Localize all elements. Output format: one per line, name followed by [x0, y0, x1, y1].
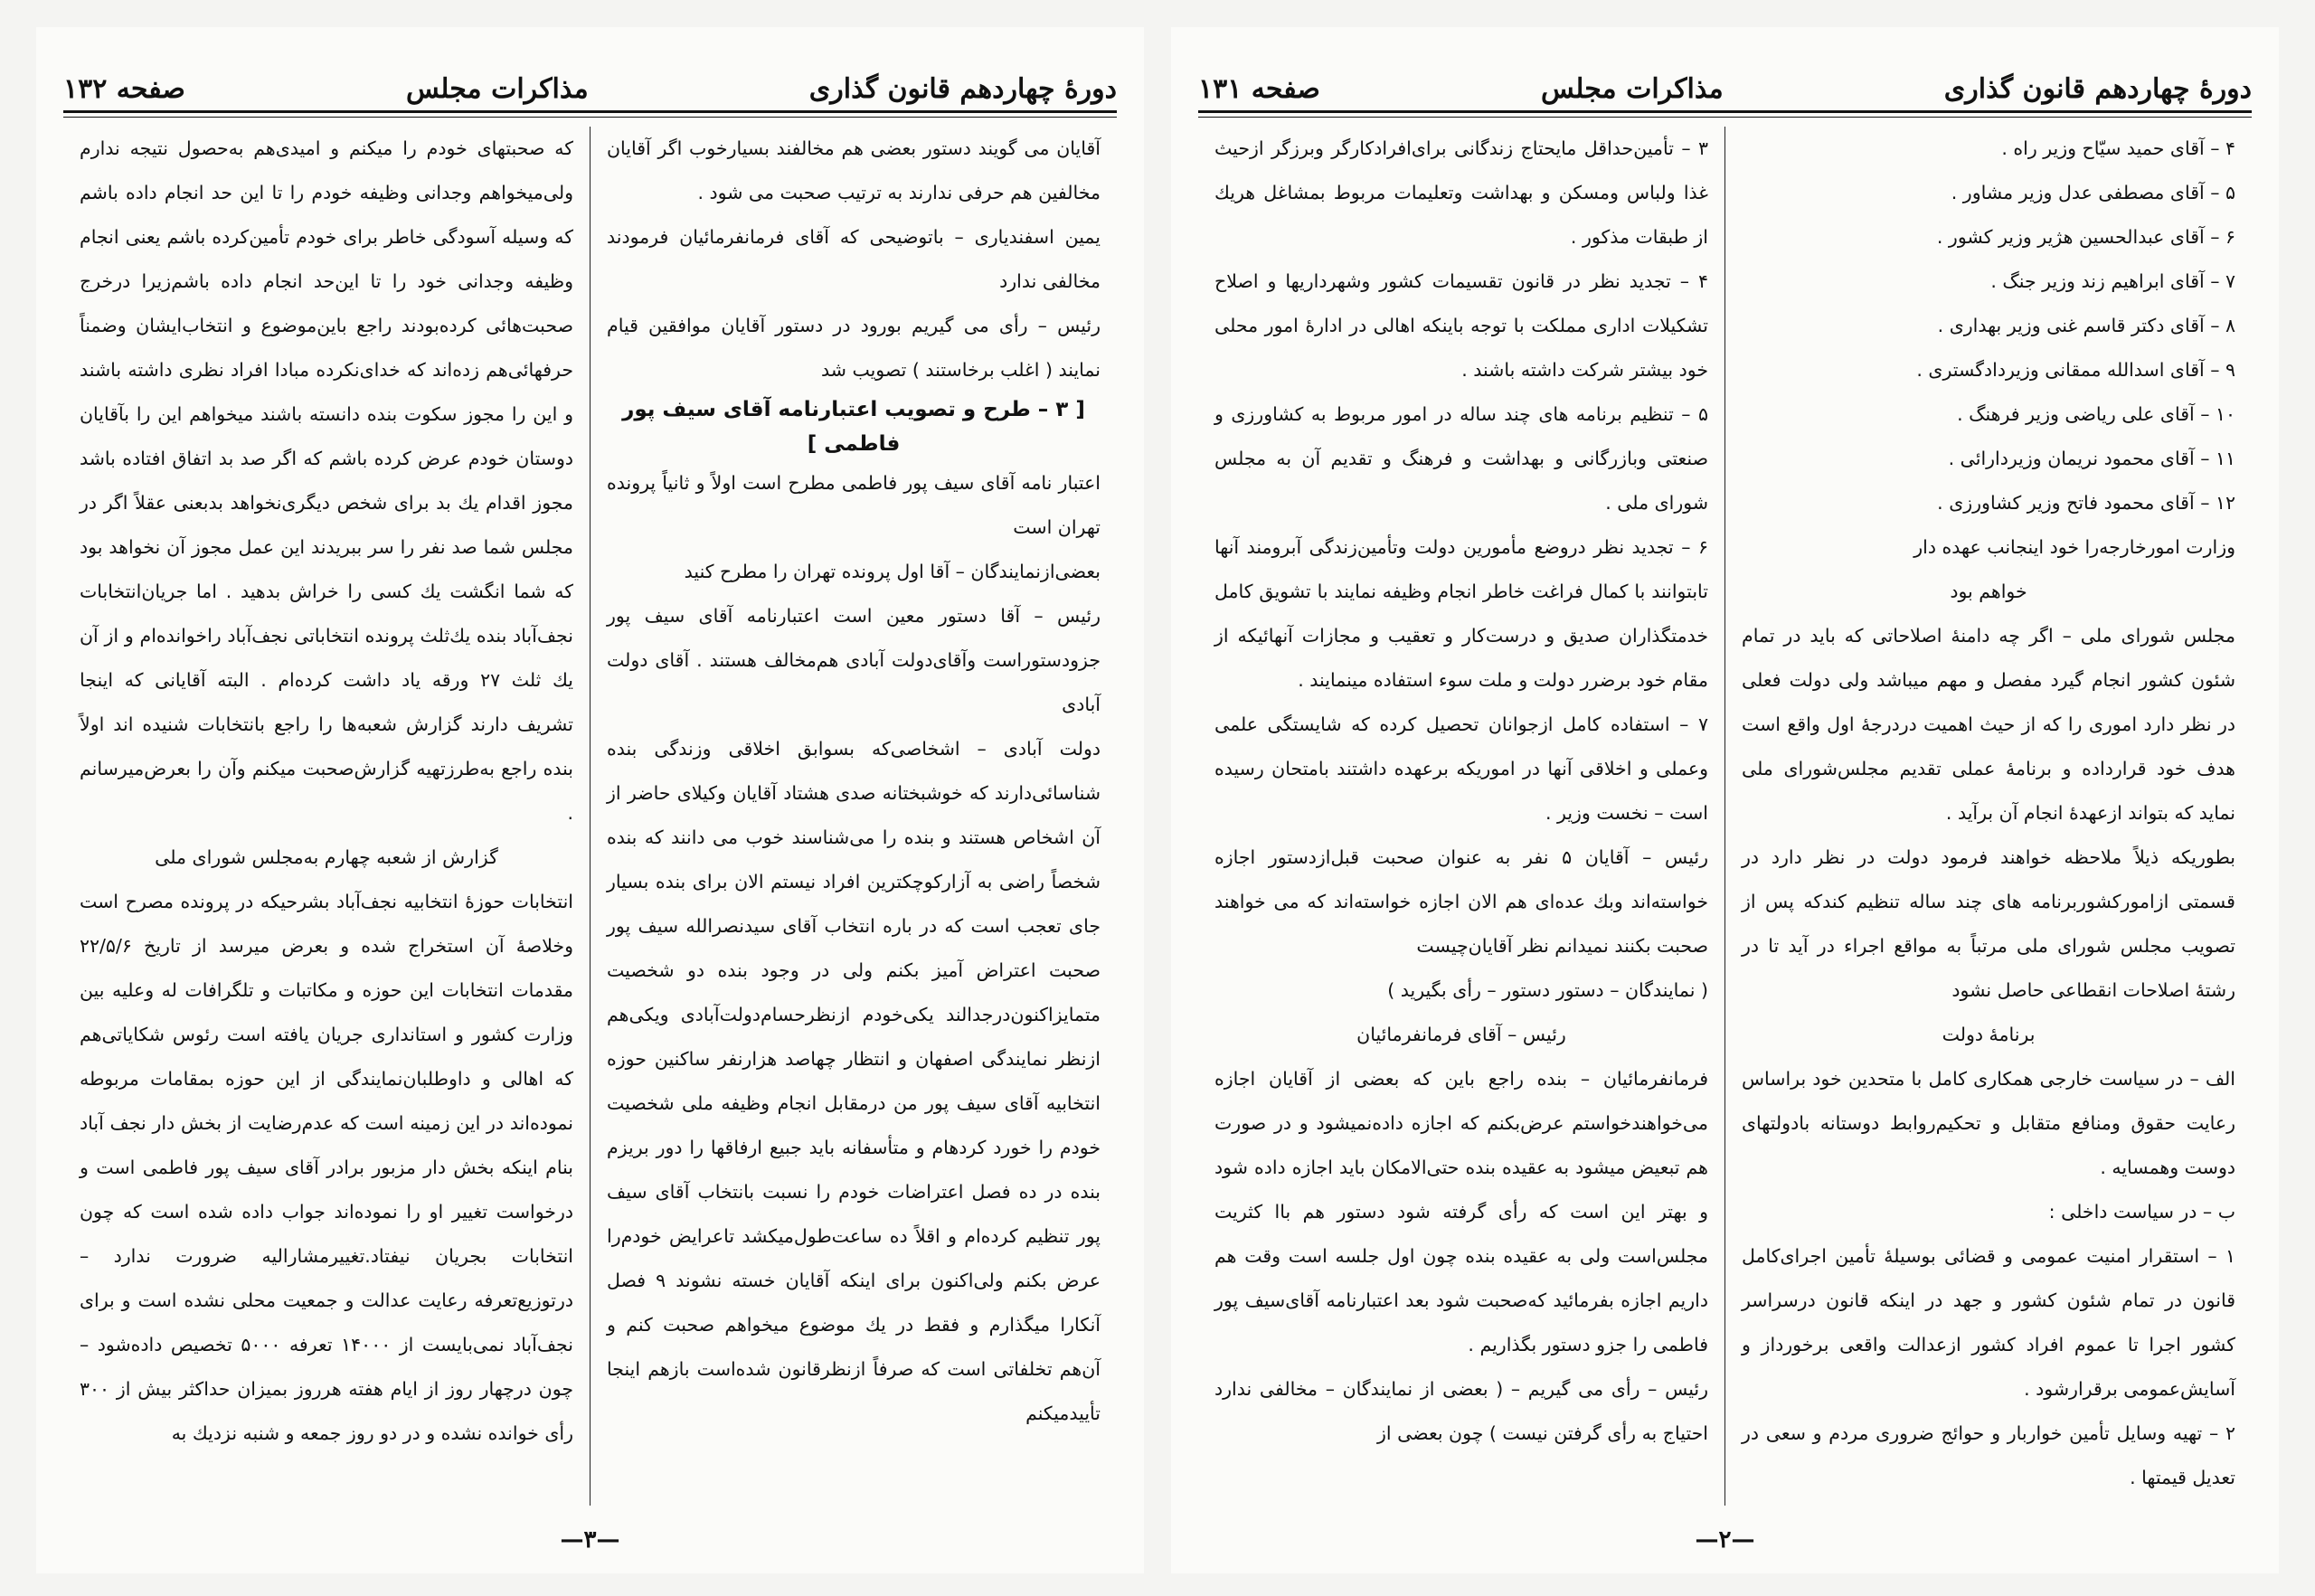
header-session-title: دورهٔ چهاردهم قانون گذاری [808, 73, 1117, 105]
header-page-number: صفحه ۱۳۱ [1198, 73, 1320, 105]
columns [1198, 127, 2252, 1506]
speaker-paragraph: رئیس – رأی می گیریم بورود در دستور آقایان موافقین قیام نمایند ( اغلب برخاستند ) تصویب شد [607, 315, 1101, 381]
agenda-heading: [ ۳ – طرح و تصویب اعتبارنامه آقای سیف پور فاطمی ] [622, 398, 1085, 456]
page-header [63, 54, 1117, 113]
paragraph: ۲ – تهیه وسایل تأمین خواربار و حوائج ضروری مردم و سعی در تعدیل قیمتها . [1742, 1422, 2235, 1488]
minister-item: ۹ – آقای اسدالله ممقانی وزیردادگستری . [1916, 359, 2235, 381]
paragraph: ب – در سیاست داخلی : [2048, 1201, 2235, 1223]
speaker-paragraph: دولت آبادی – اشخاصی‌که بسوابق اخلاقی وزندگی بنده شناسائی‌دارند که خوشبختانه صدی هشتاد آقایان وکیلای حاضر از آن اشخاص هستند و بنده را می‌شناسند خوب می دانند که بنده شخصاً راضی به آزارکوچکترین افراد نیستم الان برای بنده بسیار جای تعجب است که در باره انتخاب آقای سیدنصرالله سیف پور صحبت اعتراض آمیز بکنم ولی در وجود بنده دو شخصیت متمایزاکنون‌درجدالند یکی‌خودم ازنظرحسام‌دولت‌آبادی ویکی‌هم ازنظر نمایندگی اصفهان و انتظار چهاصد هزارنفر ساکنین حوزه انتخابیه آقای سیف پور من درمقابل انجام وظیفه ملی شخصیت خودم را خورد کردهام و متأسفانه باید جبیع ارفاقها را دور بریزم بنده در ده فصل اعتراضات خودم را نسبت بانتخاب آقای سیف پور تنظیم کرده‌ام و اقلاً ده ساعت‌طول‌میکشد تاعرایض خودم‌را عرض بکنم ولی‌اکنون برای اینکه آقایان خسته نشوند ۹ فصل آنکارا میگذارم و فقط در یك موضوع میخواهم صحبت کنم و آن‌هم تخلفاتی است که صرفاً ازنظرقانون شده‌است بازهم اینجا تأییدمیکنم [607, 738, 1101, 1424]
minister-item: ۸ – آقای دکتر قاسم غنی وزیر بهداری . [1937, 315, 2235, 336]
column-left [63, 127, 591, 1506]
minister-item: ۱۲ – آقای محمود فاتح وزیر کشاورزی . [1937, 492, 2235, 514]
speaker-paragraph: فرمانفرمائیان – بنده راجع باین که بعضی از آقایان اجازه می‌خواهندخواستم عرض‌بکنم که اجازه داده‌نمیشود و در صورت هم تبعیض میشود به عقیده بنده حتی‌الامکان باید اجازه داده شود و بهتر این است که رأی گرفته شود دستور هم باا کثریت مجلس‌است ولی به عقیده بنده چون اول جلسه است وقت هم داریم اجازه بفرمائید که‌صحبت شود بعد اعتبارنامه آقای‌سیف پور فاطمی را جزو دستور بگذاریم . [1214, 1068, 1708, 1355]
header-page-number: صفحه ۱۳۲ [63, 73, 185, 105]
minister-item: ۱۰ – آقای علی ریاضی وزیر فرهنگ . [1957, 403, 2235, 425]
paragraph: ۴ – تجدید نظر در قانون تقسیمات کشور وشهرداریها و اصلاح تشکیلات اداری مملکت با توجه باینکه اهالی در ادارهٔ امور محلی خود بیشتر شرکت داشته باشند . [1214, 270, 1708, 381]
minister-item: ۱۱ – آقای محمود نریمان وزیردارائی . [1948, 448, 2235, 469]
paragraph: انتخابات حوزهٔ انتخابیه نجف‌آباد بشرحیکه در پرونده مصرح است وخلاصهٔ آن استخراج شده و بعرض میرسد از تاریخ ۲۲/۵/۶ مقدمات انتخابات این حوزه و مکاتبات و تلگرافات له وعلیه بین وزارت کشور و استانداری جریان یافته است رئوس شکایاتی‌هم که اهالی و داوطلبان‌نمایندگی از این حوزه بمقامات مربوطه نموده‌اند در این زمینه است که عدم‌رضایت از بخش دار نجف آباد بنام اینکه بخش دار مزبور برادر آقای سیف پور فاطمی است و درخواست تغییر او را نموده‌اند جواب داده شده است که چون انتخابات بجریان نیفتاد.تغییرمشارالیه ضرورت ندارد – درتوزیع‌تعرفه رعایت عدالت و جمعیت محلی نشده است و برای نجف‌آباد نمی‌بایست از ۱۴۰۰۰ تعرفه ۵۰۰۰ تخصیص داده‌شود – چون درچهار روز از ایام هفته هرروز بمیزان حداکثر بیش از ۳۰۰ رأی خوانده نشده و در دو روز جمعه و شنبه نزدیك به [80, 891, 573, 1444]
paragraph: آقایان می گویند دستور بعضی هم مخالفند بسیارخوب اگر آقایان مخالفین هم حرفی ندارند به ترتیب صحبت می شود . [607, 137, 1101, 203]
minister-item: ۴ – آقای حمید سیّاح وزیر راه . [2001, 137, 2235, 159]
section-heading: برنامهٔ دولت [1942, 1024, 2036, 1045]
paragraph: ۷ – استفاده کامل ازجوانان تحصیل کرده که شایستگی علمی وعملی و اخلاقی آنها در اموریکه برعهده داشتند بامتحان رسیده است – نخست وزیر . [1214, 713, 1708, 824]
page-131 [1171, 27, 2279, 1573]
speaker-paragraph: رئیس – رأی می گیریم – ( بعضی از نمایندگان – مخالفی ندارد احتیاج به رأی گرفتن نیست ) چون بعضی از [1214, 1378, 1708, 1444]
speaker-paragraph: رئیس – آقای فرمانفرمائیان [1356, 1024, 1566, 1045]
page-132 [36, 27, 1144, 1573]
speaker-paragraph: یمین اسفندیاری – باتوضیحی که آقای فرمانفرمائیان فرمودند مخالفی ندارد [607, 226, 1101, 292]
speaker-paragraph: رئیس – آقایان ۵ نفر به عنوان صحبت قبل‌ازدستور اجازه خواسته‌اند وبك عده‌ای هم الان اجازه خواسته‌اند که می خواهند صحبت بکنند نمیدانم نظر آقایان‌چیست [1214, 846, 1708, 957]
minister-item: ۶ – آقای عبدالحسین هژیر وزیر کشور . [1936, 226, 2235, 248]
paragraph: اعتبار نامه آقای سیف پور فاطمی مطرح است اولاً و ثانیاً پرونده تهران است [607, 472, 1101, 538]
column-right [591, 127, 1117, 1506]
speaker-paragraph: رئیس – آقا دستور معین است اعتبارنامه آقای سیف پور جزودستوراست وآقای‌دولت آبادی هم‌مخالف هستند . آقای دولت آبادی [607, 605, 1101, 715]
header-session-title: دورهٔ چهاردهم قانون گذاری [1943, 73, 2252, 105]
minister-item: ۷ – آقای ابراهیم زند وزیر جنگ . [1990, 270, 2235, 292]
minister-item: ۵ – آقای مصطفی عدل وزیر مشاور . [1951, 182, 2235, 203]
paragraph: وزارت امورخارجه‌را خود اینجانب عهده دار [1913, 536, 2235, 558]
header-center-title: مذاکرات مجلس [406, 73, 589, 105]
page-header [1198, 54, 2252, 113]
column-right [1725, 127, 2252, 1506]
paragraph: ۶ – تجدید نظر دروضع مأمورین دولت وتأمین‌زندگی آبرومند آنها تابتوانند با کمال فراغت خاطر انجام وظیفه نمایند با تشویق کامل خدمتگذاران صدیق و درست‌کار و تعقیب و مجازات آنهائیکه از مقام خود برضرر دولت و ملت سوء استفاده مینمایند . [1214, 536, 1708, 691]
paragraph: بطوریکه ذیلاً ملاحظه خواهند فرمود دولت در نظر دارد در قسمتی ازامورکشوربرنامه های چند ساله تنظیم کندکه پس از تصویب مجلس شورای ملی مرتباً به مواقع اجراء در آید تا در رشتهٔ اصلاحات انقطاعی حاصل نشود [1742, 846, 2235, 1001]
speaker-paragraph: بعضی‌ازنمایندگان – آقا اول پرونده تهران را مطرح کنید [684, 561, 1101, 582]
paragraph: که صحبتهای خودم را میکنم و امیدی‌هم به‌حصول نتیجه ندارم ولی‌میخواهم وجدانی وظیفه خودم را تا این حد انجام داده باشم که وسیله آسودگی خاطر برای خودم تأمین‌کرده باشم یعنی انجام وظیفه وجدانی خود را تا این‌حد انجام داده باشم‌زیرا درخرج صحبت‌هائی کرده‌بودند راجع باین‌موضوع و انتخاب‌ایشان وضمناً حرفهائی‌هم زده‌اند که خدای‌نکرده مبادا افراد نظری داشته باشند و این را مجوز سکوت بنده دانسته باشند میخواهم این را بآقایان دوستان خودم عرض کرده باشم که اگر صد بد اتفاق افتاده باشد مجوز اقدام یك بد برای شخص دیگری‌نخواهد بدبعنی عقلاً اگر در مجلس شما صد نفر را سر ببریدند این عمل مجوز آن نخواهد بود که شما انگشت یك کسی را خراش بدهید . اما جریان‌انتخابات نجف‌آباد بنده یك‌ثلث پرونده انتخاباتی نجف‌آباد راخوانده‌ام و از آن یك ثلث ۲۷ ورقه یاد داشت کرده‌ام . البته آقایانی که اینجا تشریف دارند گزارش شعبه‌ها را راجع بانتخابات شنیده اند اولاً بنده راجع به‌طرز‌تهیه گزارش‌صحبت میکنم وآن را بعرض‌میرسانم . [80, 137, 573, 824]
section-heading: گزارش از شعبه چهارم به‌مجلس شورای ملی [155, 846, 498, 868]
paragraph: ( نمایندگان – دستور دستور – رأی بگیرید ) [1387, 979, 1708, 1001]
paragraph: ۵ – تنظیم برنامه های چند ساله در امور مربوط به کشاورزی و صنعتی وبازرگانی و بهداشت و فرهنگ و تقدیم آن به مجلس شورای ملی . [1214, 403, 1708, 514]
header-center-title: مذاکرات مجلس [1541, 73, 1724, 105]
paragraph: الف – در سیاست خارجی همکاری کامل با متحدین خود براساس رعایت حقوق ومنافع متقابل و تحکیم‌روابط دوستانه بادولتهای دوست وهمسایه . [1742, 1068, 2235, 1178]
column-left [1198, 127, 1725, 1506]
paragraph: ۳ – تأمین‌حداقل مایحتاج زندگانی برای‌افرادکارگر وبرزگر ازحیث غذا ولباس ومسکن و بهداشت وتعلیمات مربوط بمشاغل هریك از طبقات مذکور . [1214, 137, 1708, 248]
page-footer-number: —۳— [560, 1526, 620, 1554]
page-footer-number: —۲— [1695, 1526, 1755, 1554]
paragraph: مجلس شورای ملی – اگر چه دامنهٔ اصلاحاتی که باید در تمام شئون کشور انجام گیرد مفصل و مهم میباشد ولی دولت فعلی در نظر دارد اموری را که از حیث اهمیت دردرجهٔ اول واقع است هدف خود قرارداده و برنامهٔ عملی تقدیم مجلس‌شورای ملی نماید که بتواند ازعهدهٔ انجام آن برآید . [1742, 625, 2235, 824]
paragraph: ۱ – استقرار امنیت عمومی و قضائی بوسیلهٔ تأمین اجرای‌کامل قانون در تمام شئون کشور و جهد در اینکه قانون درسراسر کشور اجرا تا عموم افراد کشور ازعدالت واقعی برخورداز و آسایش‌عمومی برقرارشود . [1742, 1245, 2235, 1400]
columns [63, 127, 1117, 1506]
paragraph: خواهم بود [1950, 581, 2027, 602]
